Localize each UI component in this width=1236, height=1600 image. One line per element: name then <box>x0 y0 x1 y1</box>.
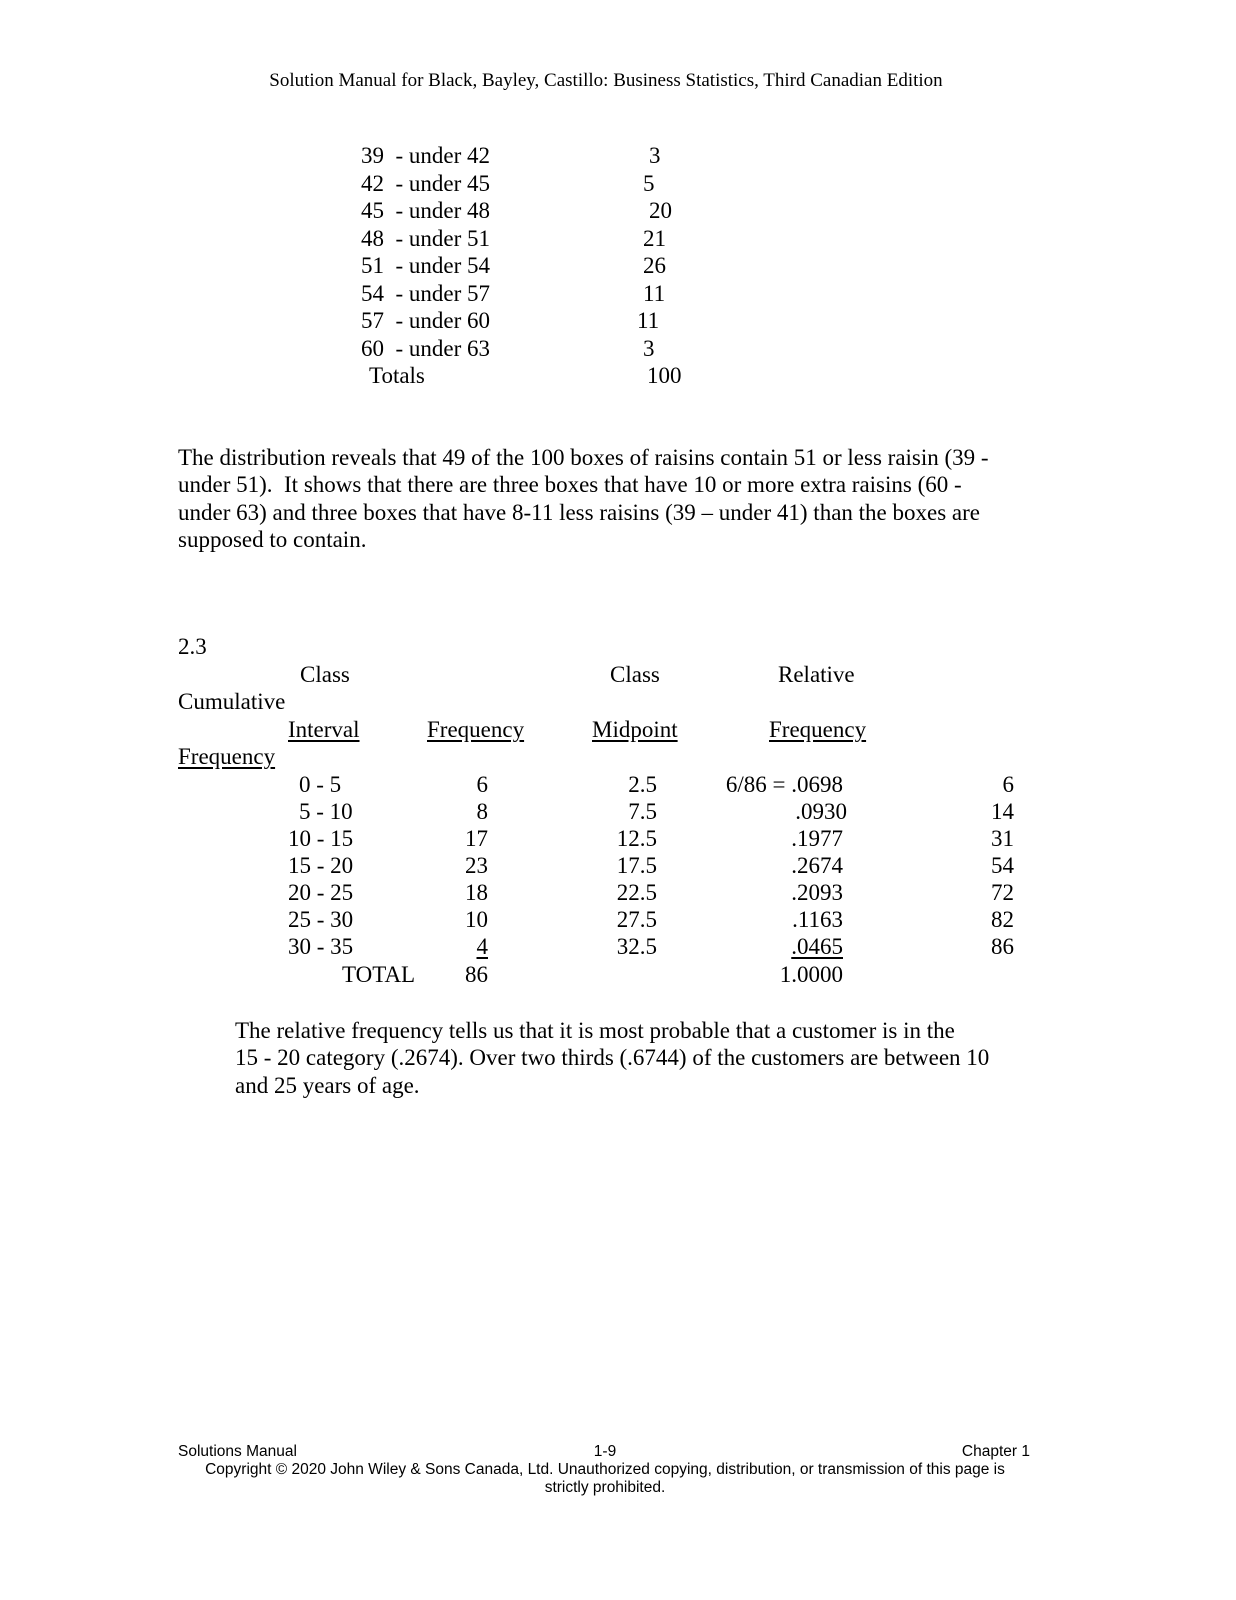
cumulative-frequency-cell: 86 <box>991 934 1014 959</box>
class-interval-cell: 42 - under 45 <box>361 170 491 196</box>
class-interval-cell: 57 - under 60 <box>361 308 491 333</box>
relative-frequency-cell: .0465 <box>791 934 843 959</box>
frequency-cell: 26 <box>643 253 666 278</box>
total-relative-frequency: 1.0000 <box>779 962 843 987</box>
frequency-cell: 23 <box>465 853 488 878</box>
midpoint-header-top: Class <box>610 662 660 687</box>
class-interval-cell: 51 - under 54 <box>361 253 491 278</box>
frequency-cell: 4 <box>476 934 488 959</box>
interval-cell: 25 - 30 <box>288 907 354 932</box>
interval-cell: 10 - 15 <box>288 826 354 851</box>
frequency-cell: 11 <box>637 308 660 333</box>
cumulative-frequency-cell: 72 <box>991 880 1014 905</box>
relative-frequency-header-top: Relative <box>778 662 855 687</box>
footer-right: Chapter 1 <box>961 1443 1030 1460</box>
paragraph-line: supposed to contain. <box>178 527 367 553</box>
paragraph-line: The relative frequency tells us that it is most probable that a customer is in the <box>235 1018 955 1043</box>
cumulative-frequency-cell: 82 <box>991 907 1014 932</box>
paragraph-line: 15 - 20 category (.2674). Over two thirds (.6744) of the customers are between 10 <box>235 1045 990 1071</box>
paragraph-line: The distribution reveals that 49 of the 100 boxes of raisins contain 51 or less raisin (39 - <box>178 445 989 470</box>
page-number: 1-9 <box>593 1443 617 1460</box>
total-frequency: 86 <box>465 962 488 987</box>
footer-left: Solutions Manual <box>178 1443 297 1460</box>
cumulative-frequency-cell: 54 <box>991 853 1014 878</box>
cumulative-frequency-cell: 14 <box>991 799 1014 824</box>
totals-value: 100 <box>647 363 682 388</box>
copyright-line: strictly prohibited. <box>544 1479 666 1496</box>
cumulative-frequency-header-top: Cumulative <box>178 689 286 714</box>
class-interval-header-top: Class <box>300 662 350 687</box>
frequency-cell: 3 <box>649 143 661 168</box>
page-header: Solution Manual for Black, Bayley, Castillo: Business Statistics, Third Canadian Edition <box>269 70 943 91</box>
frequency-cell: 6 <box>476 772 488 797</box>
midpoint-cell: 27.5 <box>616 907 657 932</box>
frequency-cell: 17 <box>465 826 488 851</box>
frequency-cell: 5 <box>643 170 655 196</box>
paragraph-line: under 51). It shows that there are three boxes that have 10 or more extra raisins (60 - <box>178 472 962 498</box>
relative-frequency-cell: .0930 <box>795 799 847 824</box>
relative-frequency-cell: 6/86 = .0698 <box>725 772 843 797</box>
relative-frequency-header: Frequency <box>769 717 867 742</box>
interval-cell: 5 - 10 <box>299 799 353 824</box>
interval-cell: 15 - 20 <box>288 853 354 878</box>
relative-frequency-cell: .2674 <box>791 853 843 878</box>
cumulative-frequency-cell: 31 <box>991 826 1014 851</box>
frequency-cell: 21 <box>643 225 666 251</box>
relative-frequency-cell: .1163 <box>792 907 843 932</box>
frequency-cell: 10 <box>465 907 488 932</box>
distribution-explanation <box>178 444 989 554</box>
midpoint-cell: 12.5 <box>616 826 657 851</box>
midpoint-cell: 22.5 <box>616 880 657 905</box>
paragraph-line: under 63) and three boxes that have 8-11 less raisins (39 – under 41) than the boxes are <box>178 499 980 525</box>
midpoint-cell: 2.5 <box>628 772 657 797</box>
class-interval-cell: 45 - under 48 <box>361 198 491 223</box>
midpoint-cell: 7.5 <box>628 799 657 824</box>
midpoint-header: Midpoint <box>592 717 678 742</box>
total-label: TOTAL <box>342 962 416 987</box>
relative-frequency-cell: .2093 <box>791 880 843 905</box>
interval-cell: 30 - 35 <box>288 934 354 959</box>
class-interval-cell: 39 - under 42 <box>361 143 491 168</box>
midpoint-cell: 32.5 <box>616 934 657 959</box>
frequency-cell: 3 <box>643 335 655 361</box>
cumulative-frequency-header: Frequency <box>178 744 276 769</box>
frequency-header: Frequency <box>427 717 525 742</box>
interval-cell: 0 - 5 <box>299 772 342 797</box>
class-interval-cell: 54 - under 57 <box>361 280 491 306</box>
interval-header: Interval <box>288 717 360 742</box>
class-interval-cell: 60 - under 63 <box>361 335 491 361</box>
paragraph-line: and 25 years of age. <box>235 1072 420 1098</box>
relative-frequency-cell: .1977 <box>791 826 843 851</box>
interval-cell: 20 - 25 <box>288 880 354 905</box>
copyright-line: Copyright © 2020 John Wiley & Sons Canada, Ltd. Unauthorized copying, distribution, or transmission of this page is <box>205 1461 1005 1478</box>
relative-frequency-explanation <box>235 1017 989 1099</box>
class-interval-cell: 48 - under 51 <box>361 225 491 251</box>
frequency-cell: 11 <box>643 280 666 306</box>
frequency-cell: 20 <box>649 198 672 223</box>
frequency-cell: 18 <box>465 880 488 905</box>
frequency-cell: 8 <box>476 799 488 824</box>
totals-label: Totals <box>369 363 425 388</box>
midpoint-cell: 17.5 <box>616 853 657 878</box>
problem-number: 2.3 <box>178 634 207 659</box>
cumulative-frequency-cell: 6 <box>1002 772 1014 797</box>
